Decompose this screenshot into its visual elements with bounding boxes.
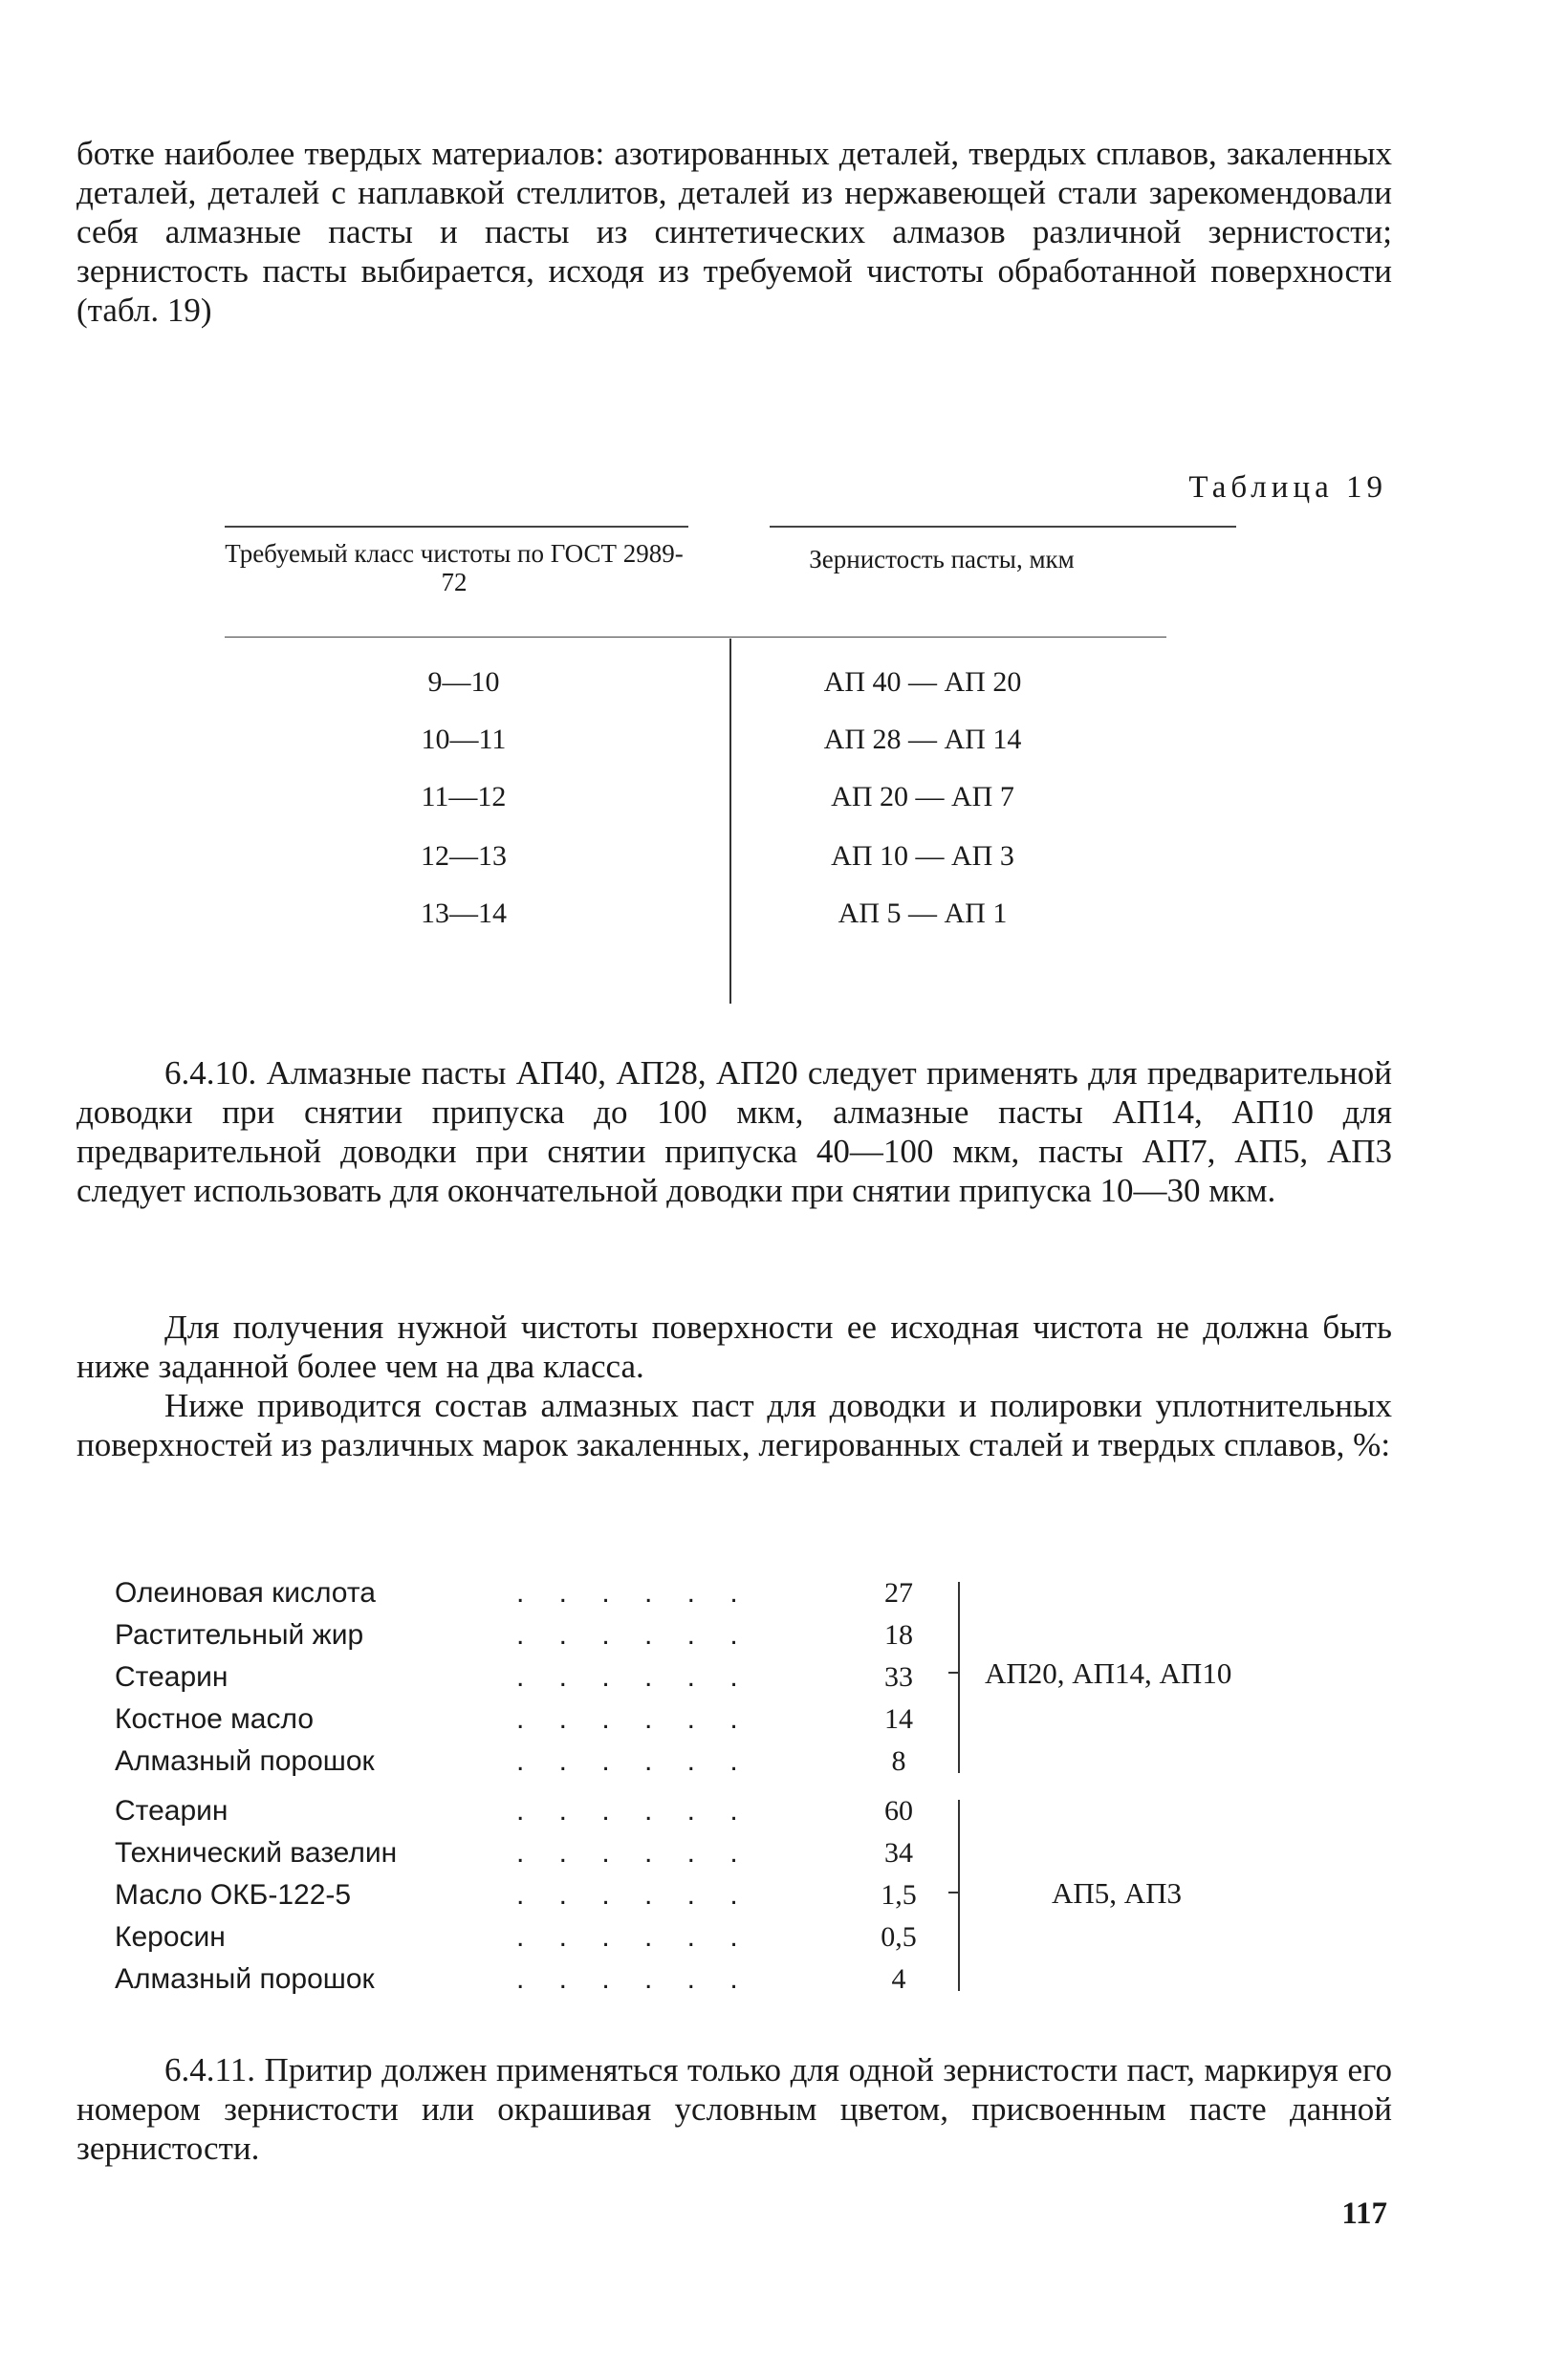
- group1-brace-tick: [948, 1672, 958, 1674]
- component-name: Олеиновая кислота: [115, 1577, 376, 1609]
- table-cell-grain: АП 10 — АП 3: [831, 840, 1014, 872]
- leader-dots: . . . . . .: [516, 1661, 751, 1693]
- header-grain-size: Зернистость пасты, мкм: [809, 545, 1075, 573]
- component-name: Стеарин: [115, 1795, 228, 1827]
- component-percent: 8: [891, 1745, 906, 1777]
- component-name: Технический вазелин: [115, 1837, 398, 1869]
- table-cell-class: 12—13: [421, 840, 507, 872]
- group2-paste-label: АП5, АП3: [1052, 1876, 1183, 1910]
- component-percent: 27: [884, 1577, 913, 1609]
- table-caption: Таблица 19: [1188, 470, 1387, 505]
- table-cell-class: 13—14: [421, 898, 507, 929]
- table-column-divider: [729, 638, 731, 1004]
- component-percent: 14: [884, 1703, 913, 1735]
- leader-dots: . . . . . .: [516, 1921, 751, 1953]
- composition-row: [115, 1958, 937, 2001]
- component-name: Керосин: [115, 1921, 226, 1953]
- composition-row: [115, 1572, 937, 1614]
- group1-paste-label: АП20, АП14, АП10: [985, 1656, 1232, 1690]
- page-number: 117: [1341, 2196, 1387, 2231]
- component-name: Алмазный порошок: [115, 1745, 375, 1777]
- leader-dots: . . . . . .: [516, 1963, 751, 1995]
- composition-row: [115, 1698, 937, 1741]
- composition-row: [115, 1790, 937, 1832]
- leader-dots: . . . . . .: [516, 1795, 751, 1827]
- component-percent: 4: [891, 1963, 906, 1995]
- table-cell-class: 11—12: [421, 781, 507, 812]
- composition-row: [115, 1614, 937, 1656]
- table-header-rule: [225, 637, 1166, 638]
- leader-dots: . . . . . .: [516, 1745, 751, 1777]
- composition-intro-paragraph: Ниже приводится состав алмазных паст для доводки и полировки уплотнительных поверхностей из различных марок закаленных, легированных сталей и твердых сплавов, %:: [76, 1387, 1392, 1463]
- composition-row: [115, 1832, 937, 1874]
- table-cell-class: 9—10: [427, 666, 500, 698]
- group1-brace: [958, 1582, 960, 1773]
- table-top-rule-right: [770, 526, 1236, 528]
- component-percent: 34: [884, 1837, 913, 1869]
- table-cell-grain: АП 5 — АП 1: [838, 898, 1008, 929]
- group2-brace: [958, 1800, 960, 1991]
- composition-row: [115, 1874, 937, 1916]
- component-name: Алмазный порошок: [115, 1963, 375, 1995]
- leader-dots: . . . . . .: [516, 1703, 751, 1735]
- table-top-rule-left: [225, 526, 688, 528]
- leader-dots: . . . . . .: [516, 1619, 751, 1651]
- section-6-4-11-paragraph: 6.4.11. Притир должен применяться только для одной зернистости паст, маркируя его номером зернистости или окрашивая условным цветом, присвоенным пасте данной зернистости.: [76, 2051, 1392, 2167]
- surface-finish-paragraph: Для получения нужной чистоты поверхности ее исходная чистота не должна быть ниже заданной более чем на два класса.: [76, 1309, 1392, 1385]
- intro-paragraph: ботке наиболее твердых материалов: азотированных деталей, твердых сплавов, закаленных деталей, деталей с наплавкой стеллитов, деталей из нержавеющей стали зарекомендовали себя алмазные пасты и пасты из синтетических алмазов различной зернистости; зернистость пасты выбирается, исходя из требуемой чистоты обработанной поверхности (табл. 19): [76, 135, 1392, 329]
- table-cell-class: 10—11: [421, 724, 507, 755]
- composition-row: [115, 1741, 937, 1783]
- group2-brace-tick: [948, 1892, 958, 1893]
- component-percent: 33: [884, 1661, 913, 1693]
- header-surface-class: Требуемый класс чистоты по ГОСТ 2989- 72: [225, 539, 684, 596]
- paste-composition-list: [115, 1572, 1310, 2012]
- component-percent: 18: [884, 1619, 913, 1651]
- leader-dots: . . . . . .: [516, 1577, 751, 1609]
- component-name: Стеарин: [115, 1661, 228, 1693]
- component-name: Растительный жир: [115, 1619, 364, 1651]
- component-name: Масло ОКБ-122-5: [115, 1879, 352, 1911]
- leader-dots: . . . . . .: [516, 1837, 751, 1869]
- component-percent: 0,5: [881, 1921, 917, 1953]
- composition-row: [115, 1916, 937, 1958]
- table-cell-grain: АП 40 — АП 20: [823, 666, 1022, 698]
- component-percent: 1,5: [881, 1879, 917, 1911]
- grain-table: [225, 526, 1238, 1004]
- leader-dots: . . . . . .: [516, 1879, 751, 1911]
- table-cell-grain: АП 20 — АП 7: [831, 781, 1014, 812]
- section-6-4-10-paragraph: 6.4.10. Алмазные пасты АП40, АП28, АП20 следует применять для предварительной доводки при снятии припуска до 100 мкм, алмазные пасты АП14, АП10 для предварительной доводки при снятии припуска 40—100 мкм, пасты АП7, АП5, АП3 следует использовать для окончательной доводки при снятии припуска 10—30 мкм.: [76, 1054, 1392, 1209]
- component-percent: 60: [884, 1795, 913, 1827]
- table-cell-grain: АП 28 — АП 14: [823, 724, 1022, 755]
- composition-row: [115, 1656, 937, 1698]
- component-name: Костное масло: [115, 1703, 315, 1735]
